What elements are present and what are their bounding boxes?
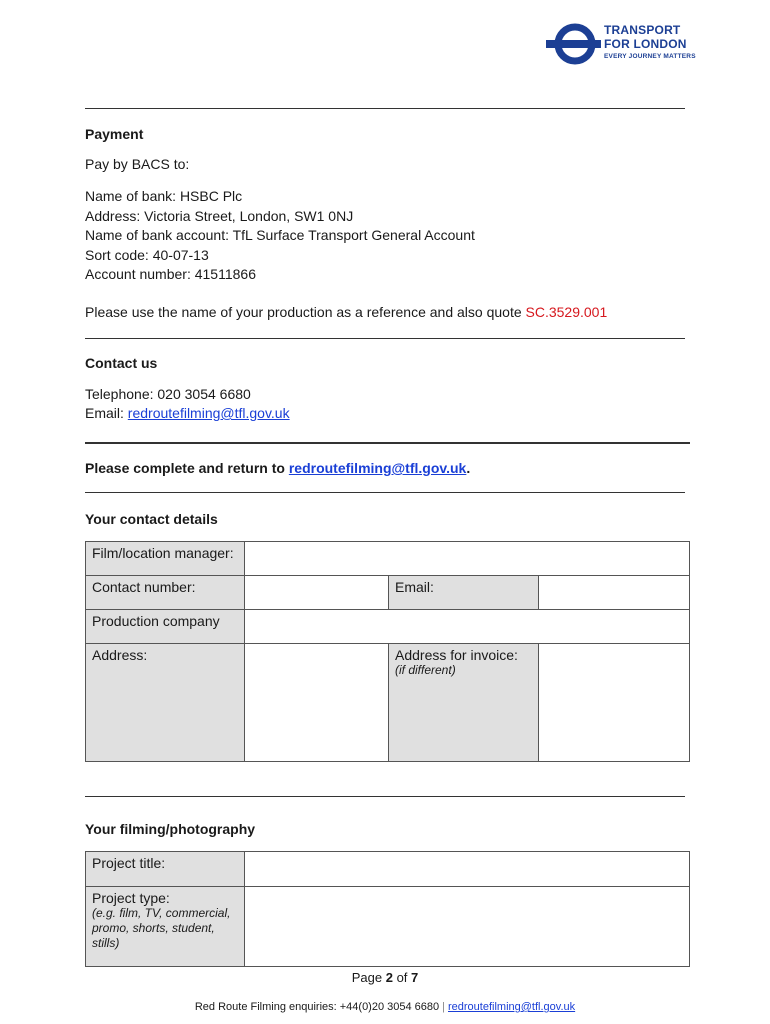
divider — [85, 492, 685, 493]
bank-address: Address: Victoria Street, London, SW1 0NJ — [85, 207, 354, 224]
return-email-link[interactable]: redroutefilming@tfl.gov.uk — [288, 460, 467, 476]
bank-name: Name of bank: HSBC Plc — [85, 188, 243, 204]
contact-number-label: Contact number: — [86, 576, 245, 610]
company-label: Production company — [86, 610, 245, 644]
manager-label: Film/location manager: — [86, 542, 245, 576]
page-prefix: Page — [351, 970, 386, 985]
page-number — [0, 970, 770, 985]
sort-code: Sort code: 40-07-13 — [85, 246, 209, 263]
project-title-field[interactable] — [245, 852, 690, 887]
payment-intro: Pay by BACS to: — [85, 156, 190, 172]
contact-details-table — [85, 541, 690, 762]
page-current: 2 — [385, 970, 393, 985]
footer-email-link[interactable]: redroutefilming@tfl.gov.uk — [448, 1001, 576, 1013]
payment-reference — [85, 303, 607, 323]
contact-heading: Contact us — [85, 355, 158, 371]
roundel-icon — [545, 22, 601, 66]
footer-separator: | — [442, 1001, 445, 1013]
invoice-label-text: Address for invoice: — [395, 647, 518, 663]
project-type-field[interactable] — [245, 887, 690, 967]
email-field[interactable] — [539, 576, 690, 610]
return-note-suffix: . — [466, 460, 471, 476]
divider — [85, 796, 685, 797]
contact-email-link[interactable]: redroutefilming@tfl.gov.uk — [127, 405, 290, 421]
invoice-address-field[interactable] — [539, 644, 690, 762]
divider — [85, 108, 685, 109]
logo-tagline: EVERY JOURNEY MATTERS — [604, 53, 696, 60]
return-note — [85, 460, 470, 476]
project-type-sub: (e.g. film, TV, commercial, promo, shorts, student, stills) — [92, 906, 231, 950]
address-field[interactable] — [245, 644, 389, 762]
bank-account-name: Name of bank account: TfL Surface Transport General Account — [85, 227, 475, 243]
filming-table — [85, 851, 690, 967]
page-total: 7 — [411, 970, 419, 985]
project-title-label: Project title: — [86, 852, 245, 887]
invoice-address-label — [389, 644, 539, 762]
project-type-label-text: Project type: — [92, 890, 170, 906]
return-note-prefix: Please complete and return to — [85, 460, 289, 476]
contact-email-line — [85, 404, 290, 424]
logo-text-line1: TRANSPORT — [604, 23, 681, 37]
filming-heading: Your filming/photography — [85, 821, 256, 837]
address-label: Address: — [86, 644, 245, 762]
email-label: Email: — [389, 576, 539, 610]
account-number: Account number: 41511866 — [85, 266, 256, 282]
contact-number-field[interactable] — [245, 576, 389, 610]
invoice-label-sub: (if different) — [395, 663, 456, 677]
footer — [0, 1001, 770, 1013]
page-middle: of — [392, 970, 412, 985]
divider — [85, 338, 685, 339]
project-type-label — [86, 887, 245, 967]
contact-telephone: Telephone: 020 3054 6680 — [85, 386, 251, 402]
payment-details — [85, 187, 475, 285]
tfl-logo — [545, 22, 695, 66]
divider-thick — [85, 442, 690, 444]
contact-details-heading: Your contact details — [85, 511, 218, 527]
contact-email-label: Email: — [85, 405, 128, 421]
payment-heading: Payment — [85, 126, 144, 142]
logo-text-line2: FOR LONDON — [604, 37, 687, 51]
manager-field[interactable] — [245, 542, 690, 576]
company-field[interactable] — [245, 610, 690, 644]
reference-text: Please use the name of your production as a reference and also quote — [85, 304, 526, 320]
footer-text: Red Route Filming enquiries: +44(0)20 3054 6680 — [194, 1001, 440, 1013]
reference-code: SC.3529.001 — [525, 304, 608, 320]
